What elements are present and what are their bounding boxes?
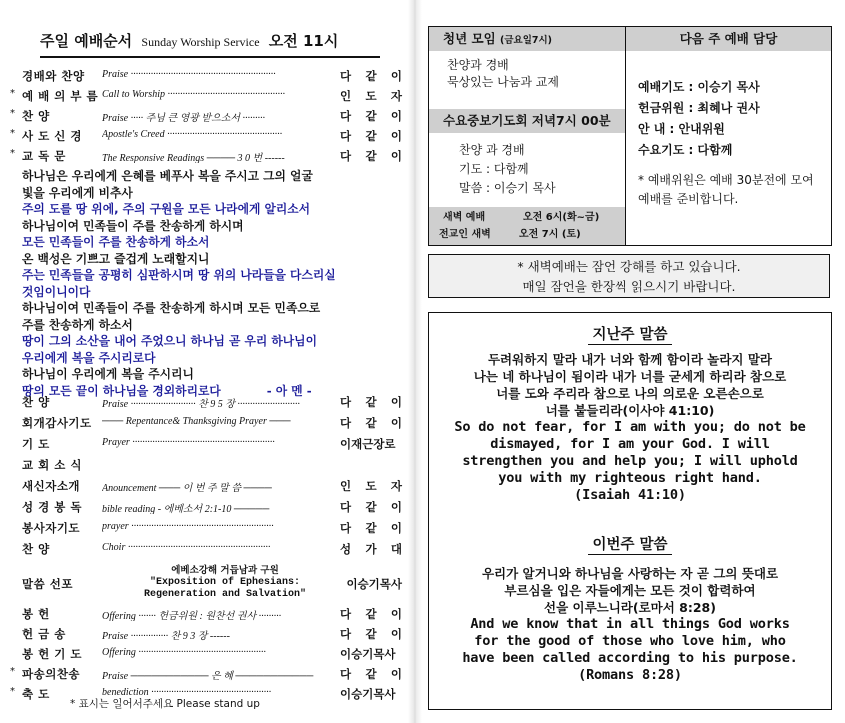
last-week-korean [429,351,831,419]
order-row [10,646,404,663]
order-leader: 다 같 이 [340,500,402,514]
next-week-duties [626,27,831,245]
heading-korean: 주일 예배순서 [40,32,133,50]
order-description: prayer ························································· [102,521,274,532]
reading-line: 모든 민족들이 주를 찬송하게 하소서 [22,235,210,249]
sermon-title [110,565,340,601]
order-label: 봉 헌 기 도 [22,647,82,661]
verse-line: 너를 도와 주리라 참으로 나의 의로운 오른손으로 [496,386,764,401]
order-label: 봉 헌 [22,607,50,621]
sermon-label: 말씀 선포 [22,577,73,591]
order-row [10,666,404,683]
order-row [10,499,404,516]
order-label: 사 도 신 경 [22,129,82,143]
wednesday-item: 찬양 과 경배 [459,143,525,157]
order-description: benediction ················································ [102,687,272,698]
order-label: 파송의찬송 [22,667,81,681]
youth-list [429,51,625,103]
order-row [10,148,404,165]
reading-line: 땅이 그의 소산을 내어 주었으니 하나님 곧 우리 하나님이 [22,334,317,348]
order-row [10,436,404,453]
order-row [10,394,404,411]
dawn-service-band [429,207,625,245]
order-leader: 다 같 이 [340,627,402,641]
notice-line: 매일 잠언을 한장씩 읽으시기 바랍니다. [522,279,736,294]
order-leader: 이재근장로 [340,437,396,451]
order-label: 찬 양 [22,542,50,556]
order-description [102,458,338,472]
reading-line-text: 땅의 모든 끝이 하나님을 경외하리로다 [22,383,221,398]
worship-order-heading [40,30,380,58]
heading-time: 오전 11시 [268,32,339,50]
heading-english: Sunday Worship Service [141,35,260,49]
last-week-english [429,419,831,504]
order-description: Apostle's Creed ·············································· [102,129,283,140]
amen: - 아 멘 - [266,383,312,398]
verse-line: for the good of those who love him, who [474,633,786,649]
stand-up-footnote: * 표시는 일어서주세요 Please stand up [70,698,260,710]
order-label: 예 배 의 부 름 [22,89,99,103]
order-row [10,606,404,623]
reading-line: 주를 찬송하게 하소서 [22,317,133,332]
order-leader: 다 같 이 [340,607,402,621]
wednesday-list [429,133,625,207]
order-description: Anouncement ─── 이 번 주 말 씀 ──── [102,483,272,493]
verse-line: strengthen you and help you; I will uphold [462,453,798,469]
order-label: 새신자소개 [22,479,81,493]
stand-marker: * [10,108,15,119]
this-week-english [429,616,831,684]
youth-header [429,27,625,51]
order-leader: 다 같 이 [340,129,402,143]
this-week-heading: 이번주 말씀 [588,533,671,555]
next-week-title: 다음 주 예배 담당 [626,27,831,51]
order-label: 헌 금 송 [22,627,66,641]
duty-note: * 예배위원은 예배 30분전에 모여 예배를 준비합니다. [638,173,814,206]
order-row [10,457,404,474]
order-description: The Responsive Readings ──── 3 0 번 ------ [102,153,285,163]
last-week-heading: 지난주 말씀 [588,323,671,345]
verse-line: 선을 이루느니라(로마서 8:28) [544,600,716,615]
order-leader: 이승기목사 [340,647,396,661]
notice-line: * 새벽예배는 잠언 강해를 하고 있습니다. [517,259,741,274]
order-description: Praise ─────────── 은 혜 ─────────── [102,671,314,681]
youth-title: 청년 모임 [443,31,496,46]
announcements-page [424,20,836,720]
duty-item: 수요기도 : 다함께 [638,143,733,157]
order-row [10,128,404,145]
wednesday-header: 수요중보기도회 저녁7시 00분 [429,109,625,133]
order-leader: 이승기목사 [340,687,396,701]
order-leader: 다 같 이 [340,667,402,681]
stand-marker: * [10,88,15,99]
order-row [10,68,404,85]
scripture-box [428,312,832,710]
order-leader: 다 같 이 [340,149,402,163]
order-label: 교 회 소 식 [22,458,82,472]
order-row [10,88,404,105]
order-leader: 다 같 이 [340,69,402,83]
reading-line: 하나님은 우리에게 은혜를 베푸사 복을 주시고 그의 얼굴 [22,169,313,183]
duty-item: 예배기도 : 이승기 목사 [638,80,760,94]
reading-line: 하나님이 우리에게 복을 주시리니 [22,367,194,381]
order-row [10,415,404,432]
meetings-box [428,26,832,246]
responsive-reading [22,168,402,399]
order-description: Offering ······· 헌금위원 : 원찬선 권사 ········· [102,611,282,621]
order-label: 찬 양 [22,109,50,123]
this-week-korean [429,565,831,616]
verse-line: 너를 붙들리라(이사야 41:10) [545,403,715,418]
order-leader: 인 도 자 [340,479,402,493]
order-description: Choir ························································· [102,542,271,553]
order-description: Praise ····· 주님 큰 영광 받으소서 ········· [102,113,266,123]
verse-line: 부르심을 입은 자들에게는 모든 것이 합력하여 [504,583,756,598]
reading-line: 주는 민족들을 공평히 심판하시며 땅 위의 나라들을 다스리실 [22,268,336,282]
reading-line: 온 백성은 기쁘고 즐겁게 노래할지니 [22,251,210,266]
order-label: 교 독 문 [22,149,66,163]
verse-line: 나는 네 하나님이 됨이라 내가 너를 굳세게 하리라 참으로 [473,369,787,384]
next-week-list [626,51,831,161]
dawn-notice [428,254,830,298]
this-week-verse [429,533,831,684]
order-description: Offering ··················································· [102,647,266,658]
order-row [10,520,404,537]
order-leader: 성 가 대 [340,542,402,556]
wednesday-item: 말씀 : 이승기 목사 [459,181,556,195]
duty-item: 헌금위원 : 최혜나 권사 [638,101,760,115]
order-leader: 다 같 이 [340,109,402,123]
order-description: Praise ·························· 찬 9 5 장 ························· [102,399,300,409]
order-description: ─── Repentance& Thanksgiving Prayer ─── [102,416,291,427]
verse-line: (Isaiah 41:10) [574,487,686,503]
order-leader: 다 같 이 [340,416,402,430]
reading-line: 것임이니이다 [22,284,91,299]
reading-line: 빛을 우리에게 비추사 [22,185,133,200]
order-leader: 다 같 이 [340,395,402,409]
youth-time: (금요일7시) [500,35,553,46]
verse-line: 두려워하지 말라 내가 너와 함께 함이라 놀라지 말라 [487,352,773,367]
saturday-dawn-label: 전교인 새벽 [439,229,491,240]
sermon-preacher: 이승기목사 [346,577,402,591]
order-description: Praise ·························································· [102,69,276,80]
order-description: bible reading - 에베소서 2:1-10 ───── [102,504,270,514]
order-label: 기 도 [22,437,50,451]
verse-line: have been called according to his purpose. [462,650,798,666]
duty-item: 안 내 : 안내위원 [638,122,725,136]
order-description: Call to Worship ··············································· [102,89,285,100]
order-row [10,108,404,125]
reading-line: 우리에게 복을 주시리로다 [22,350,156,365]
verse-line: And we know that in all things God works [470,616,790,632]
reading-line: 주의 도를 땅 위에, 주의 구원을 모든 나라에게 알리소서 [22,202,311,216]
stand-marker: * [10,128,15,139]
verse-line: dismayed, for I am your God. I will [490,436,770,452]
verse-line: you with my righteous right hand. [498,470,762,486]
verse-line: So do not fear, for I am with you; do not be [454,419,806,435]
verse-line: 우리가 알거니와 하나님을 사랑하는 자 곧 그의 뜻대로 [481,566,779,581]
sermon-title-en-2: Regeneration and Salvation" [143,589,307,600]
meetings-left-column [429,27,626,245]
order-row [10,541,404,558]
stand-marker: * [10,666,15,677]
order-leader: 인 도 자 [340,89,402,103]
youth-item: 찬양과 경배 [447,58,509,72]
last-week-verse [429,323,831,504]
reading-line: 하나님이여 민족들이 주를 찬송하게 하시며 [22,218,244,233]
reading-line: 하나님이여 민족들이 주를 찬송하게 하시며 모든 민족으로 [22,301,321,315]
order-label: 축 도 [22,687,50,701]
order-row [10,626,404,643]
stand-marker: * [10,686,15,697]
order-label: 경배와 찬양 [22,69,85,83]
youth-item: 묵상있는 나눔과 교제 [447,75,559,89]
wednesday-item: 기도 : 다함께 [459,162,529,176]
order-label: 봉사자기도 [22,521,81,535]
saturday-dawn-time: 오전 7시 (토) [519,229,581,240]
dawn-time: 오전 6시(화~금) [523,212,600,223]
order-label: 성 경 봉 독 [22,500,82,514]
order-leader: 다 같 이 [340,521,402,535]
stand-marker: * [10,148,15,159]
order-label: 회개감사기도 [22,416,92,430]
order-description: Praise ··············· 찬 9 3 장 ------ [102,631,230,641]
sermon-title-en-1: "Exposition of Ephesians: [149,577,301,588]
order-label: 찬 양 [22,395,50,409]
sermon-row [10,565,404,605]
sermon-title-korean: 에베소강해 거듭남과 구원 [171,565,279,576]
worship-order-page [10,20,406,720]
order-row [10,478,404,495]
dawn-label: 새벽 예배 [443,212,486,223]
verse-line: (Romans 8:28) [578,667,682,683]
page-gutter [408,0,422,723]
order-description: Prayer ························································· [102,437,275,448]
